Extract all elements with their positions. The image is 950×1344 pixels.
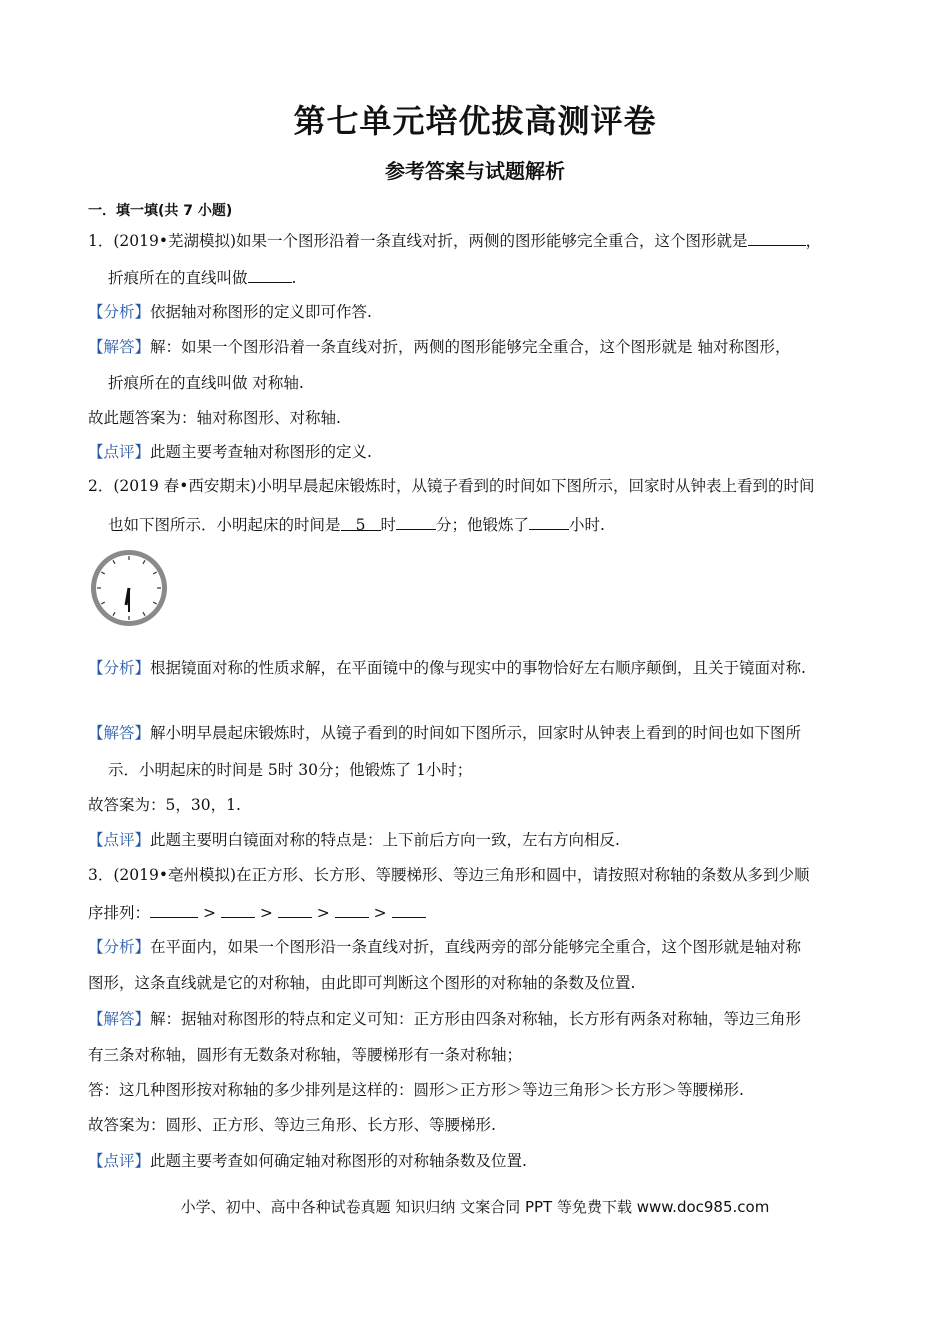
section-heading: 一．填一填(共 7 小题) [88,203,233,219]
q2-blank-minute [396,513,436,530]
q1-text: 1．(2019•芜湖模拟)如果一个图形沿着一条直线对折，两侧的图形能够完全重合，这个图形就是 [88,232,748,250]
q2-conclusion: 故答案为：5，30，1. [88,796,241,814]
q3-analysis [88,936,801,958]
answer-tag: 【解答】 [88,1010,151,1028]
q1-comment-text: 此题主要考查轴对称图形的定义. [150,443,372,461]
q1-punct-2: . [291,269,297,287]
q1-punct: ， [805,232,822,250]
q3-answer [88,1008,801,1030]
q2-blank-duration [529,513,569,530]
q3-line2 [88,901,426,924]
q2-text-minute: 分；他锻炼了 [436,516,530,534]
comment-tag: 【点评】 [88,443,151,461]
q1-analysis-text: 依据轴对称图形的定义即可作答. [150,303,372,321]
q2-text: 也如下图所示．小明起床的时间是 [108,516,341,534]
analysis-tag: 【分析】 [88,938,151,956]
gt-sign: > [373,904,387,922]
answer-tag: 【解答】 [88,338,151,356]
q1-answer-text: 解：如果一个图形沿着一条直线对折，两侧的图形能够完全重合，这个图形就是 轴对称图形， [150,338,791,356]
q3-analysis-text: 在平面内，如果一个图形沿一条直线对折，直线两旁的部分能够完全重合，这个图形就是轴对称 [150,938,802,956]
q2-line1: 2．(2019 春•西安期末)小明早晨起床锻炼时，从镜子看到的时间如下图所示，回家时从钟表上看到的时间 [88,477,815,495]
page-title: 第七单元培优拔高测评卷 [293,102,657,140]
q2-line2 [108,513,605,536]
analysis-tag: 【分析】 [88,303,151,321]
q2-comment-text: 此题主要明白镜面对称的特点是：上下前后方向一致，左右方向相反. [150,831,620,849]
gt-sign: > [202,904,216,922]
q3-conclusion: 故答案为：圆形、正方形、等边三角形、长方形、等腰梯形. [88,1116,496,1134]
q3-answer-line3: 答：这几种图形按对称轴的多少排列是这样的：圆形＞正方形＞等边三角形＞长方形＞等腰梯形. [88,1081,744,1099]
analysis-tag: 【分析】 [88,659,151,677]
q1-analysis [88,301,372,323]
page-subtitle: 参考答案与试题解析 [385,159,565,183]
q2-blank-hour: 5 [341,514,381,531]
q1-text-2: 折痕所在的直线叫做 [108,269,248,287]
q3-answer-text: 解：据轴对称图形的特点和定义可知：正方形由四条对称轴，长方形有两条对称轴，等边三角形 [150,1010,802,1028]
footer-link[interactable]: 小学、初中、高中各种试卷真题 知识归纳 文案合同 PPT 等免费下载 www.doc985.com [180,1198,770,1216]
q1-answer [88,336,790,358]
q3-blank-3 [278,901,312,918]
comment-tag: 【点评】 [88,831,151,849]
q1-blank-1 [748,229,806,246]
q2-text-end: 小时. [569,516,605,534]
q3-blank-5 [392,901,426,918]
q3-comment-text: 此题主要考查如何确定轴对称图形的对称轴条数及位置. [150,1152,527,1170]
q2-analysis-text: 根据镜面对称的性质求解，在平面镜中的像与现实中的事物恰好左右顺序颠倒，且关于镜面对称. [150,659,806,677]
q2-comment [88,829,620,851]
q3-blank-1 [150,901,198,918]
q2-text-hour: 时 [380,516,397,534]
gt-sign: > [316,904,330,922]
answer-tag: 【解答】 [88,724,151,742]
q3-blank-2 [221,901,255,918]
q3-text: 序排列： [88,904,151,922]
q1-conclusion: 故此题答案为：轴对称图形、对称轴. [88,409,341,427]
q1-line2 [108,266,296,289]
gt-sign: > [259,904,273,922]
q3-comment [88,1150,527,1172]
q2-answer [88,722,801,744]
q1-blank-2 [248,266,292,283]
q1-answer-line2: 折痕所在的直线叫做 对称轴. [108,374,304,392]
q3-blank-4 [335,901,369,918]
q2-analysis [88,657,806,679]
q2-answer-line2: 示．小明起床的时间是 5时 30分；他锻炼了 1小时； [108,761,473,779]
q2-answer-text: 解小明早晨起床锻炼时，从镜子看到的时间如下图所示，回家时从钟表上看到的时间也如下图所 [150,724,802,742]
q1-comment [88,441,372,463]
q3-line1: 3．(2019•亳州模拟)在正方形、长方形、等腰梯形、等边三角形和圆中，请按照对称轴的条数从多到少顺 [88,866,810,884]
q3-answer-line2: 有三条对称轴，圆形有无数条对称轴，等腰梯形有一条对称轴； [88,1046,523,1064]
clock-image [88,547,170,629]
q3-analysis-line2: 图形，这条直线就是它的对称轴，由此即可判断这个图形的对称轴的条数及位置. [88,974,636,992]
q1-line1 [88,229,821,252]
comment-tag: 【点评】 [88,1152,151,1170]
